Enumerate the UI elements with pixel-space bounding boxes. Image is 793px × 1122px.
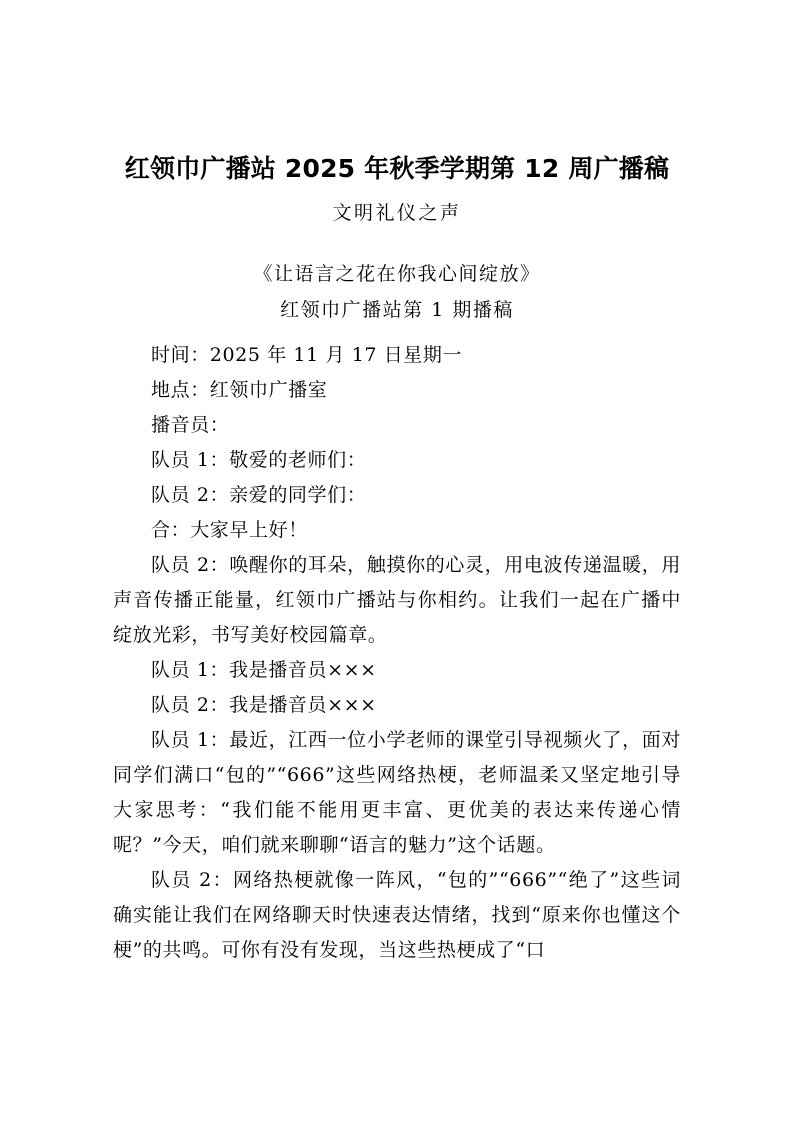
document-content <box>113 0 681 968</box>
line-member2-intro: 队员 2：我是播音员××× <box>151 694 377 716</box>
line-member1-topic: 队员 1：最近，江西一位小学老师的课堂引导视频火了，面对同学们满口“包的”“666”这些网络热梗，老师温柔又坚定地引导大家思考：“我们能不能用更丰富、更优美的表达来传递心情呢？”今天，咱们就来聊聊“语言的魅力”这个话题。 <box>113 729 681 856</box>
line-member1-greeting: 队员 1：敬爱的老师们： <box>151 449 367 471</box>
spacer-subtitle <box>113 228 681 256</box>
line-together-greeting: 合：大家早上好！ <box>151 519 308 541</box>
program-title: 《让语言之花在你我心间绽放》 <box>253 263 541 285</box>
program-issue: 红领巾广播站第 1 期播稿 <box>280 299 514 321</box>
meta-place: 地点：红领巾广播室 <box>151 379 328 401</box>
script-body <box>113 443 681 968</box>
line-member2-opening: 队员 2：唤醒你的耳朵，触摸你的心灵，用电波传递温暖，用声音传播正能量，红领巾广播站与你相约。让我们一起在广播中绽放光彩，书写美好校园篇章。 <box>113 554 681 646</box>
line-member1-intro: 队员 1：我是播音员××× <box>151 659 377 681</box>
line-member2-discussion: 队员 2：网络热梗就像一阵风，“包的”“666”“绝了”这些词确实能让我们在网络聊天时快速表达情绪，找到“原来你也懂这个梗”的共鸣。可你有没有发现，当这些热梗成了“口 <box>113 869 681 961</box>
meta-time: 时间：2025 年 11 月 17 日星期一 <box>151 344 463 366</box>
line-member2-greeting: 队员 2：亲爱的同学们： <box>151 484 367 506</box>
page-title: 红领巾广播站 2025 年秋季学期第 12 周广播稿 <box>124 154 670 183</box>
spacer-center <box>113 328 681 338</box>
meta-announcers: 播音员： <box>151 414 230 436</box>
page-subtitle: 文明礼仪之声 <box>332 202 462 224</box>
